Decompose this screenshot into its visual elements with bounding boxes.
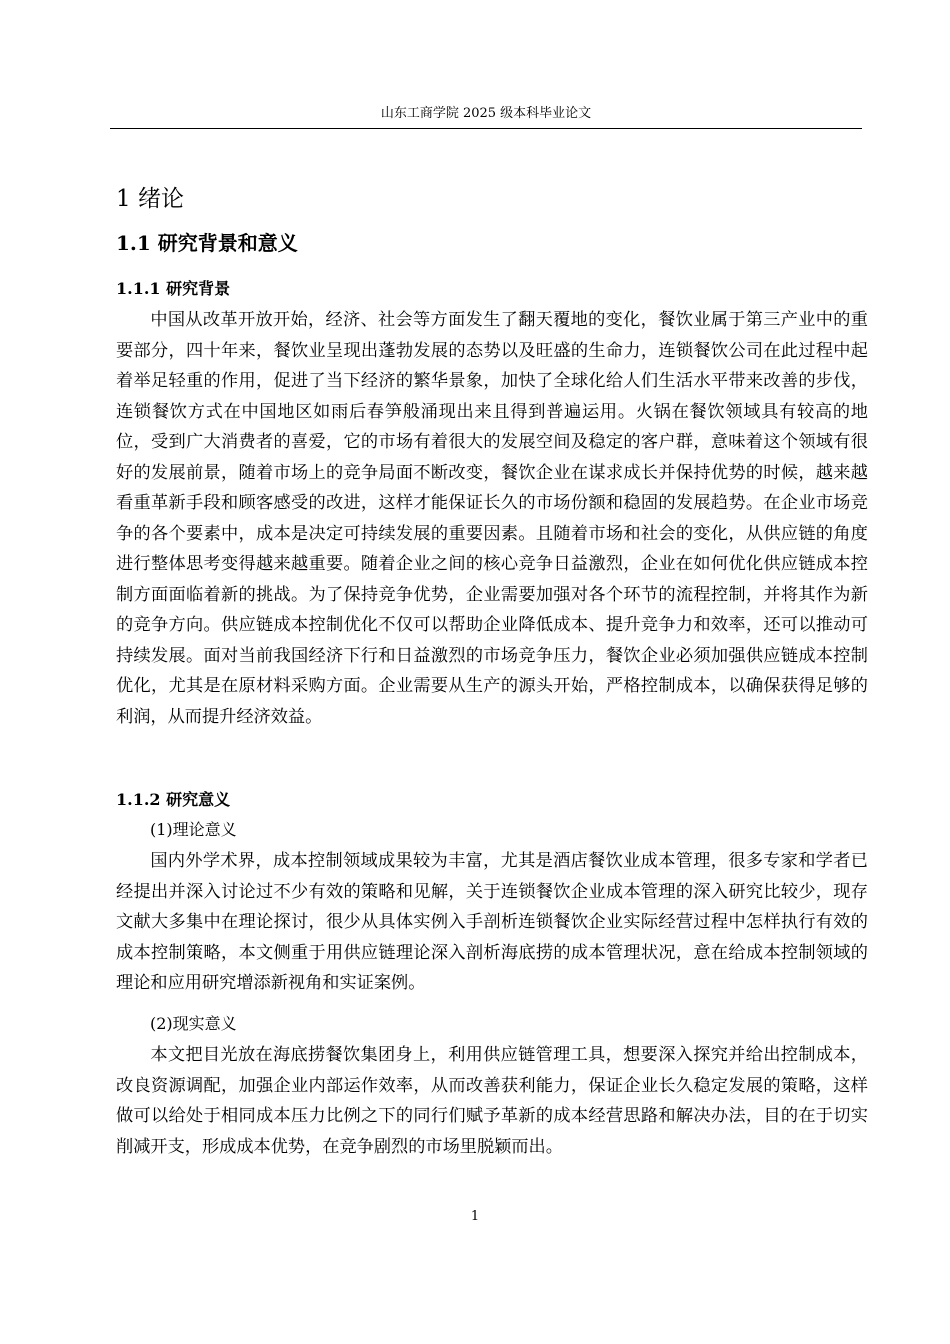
subsection-title-1-1-1: 1.1.1 研究背景 [116,279,231,298]
practical-significance-paragraph: 本文把目光放在海底捞餐饮集团身上，利用供应链管理工具，想要深入探究并给出控制成本，改良资源调配，加强企业内部运作效率，从而改善获利能力，保证企业长久稳定发展的策略，这样做可以给处于相同成本压力比例之下的同行们赋予革新的成本经营思路和解决办法，目的在于切实削减开支，形成成本优势，在竞争剧烈的市场里脱颖而出。 [116,1045,868,1157]
page-header: 山东工商学院 2025 级本科毕业论文 [380,106,592,121]
header-divider [110,128,862,129]
section-title-1-1: 1.1 研究背景和意义 [116,231,298,255]
page-number: 1 [470,1209,480,1224]
subsection-title-1-1-2: 1.1.2 研究意义 [116,790,231,809]
theory-significance-paragraph: 国内外学术界，成本控制领域成果较为丰富，尤其是酒店餐饮业成本管理，很多专家和学者已经提出并深入讨论过不少有效的策略和见解，关于连锁餐饮企业成本管理的深入研究比较少，现存文献大多集中在理论探讨，很少从具体实例入手剖析连锁餐饮企业实际经营过程中怎样执行有效的成本控制策略，本文侧重于用供应链理论深入剖析海底捞的成本管理状况，意在给成本控制领域的理论和应用研究增添新视角和实证案例。 [116,851,868,993]
chapter-title: 1 绪论 [116,186,184,212]
practical-significance-label: (2)现实意义 [150,1014,237,1033]
theory-significance-label: (1)理论意义 [150,820,237,839]
background-paragraph: 中国从改革开放开始，经济、社会等方面发生了翻天覆地的变化，餐饮业属于第三产业中的重要部分，四十年来，餐饮业呈现出蓬勃发展的态势以及旺盛的生命力，连锁餐饮公司在此过程中起着举足轻重的作用，促进了当下经济的繁华景象，加快了全球化给人们生活水平带来改善的步伐，连锁餐饮方式在中国地区如雨后春笋般涌现出来且得到普遍运用。火锅在餐饮领域具有较高的地位，受到广大消费者的喜爱，它的市场有着很大的发展空间及稳定的客户群，意味着这个领域有很好的发展前景，随着市场上的竞争局面不断改变，餐饮企业在谋求成长并保持优势的时候，越来越看重革新手段和顾客感受的改进，这样才能保证长久的市场份额和稳固的发展趋势。在企业市场竞争的各个要素中，成本是决定可持续发展的重要因素。且随着市场和社会的变化，从供应链的角度进行整体思考变得越来越重要。随着企业之间的核心竞争日益激烈，企业在如何优化供应链成本控制方面面临着新的挑战。为了保持竞争优势，企业需要加强对各个环节的流程控制，并将其作为新的竞争方向。供应链成本控制优化不仅可以帮助企业降低成本、提升竞争力和效率，还可以推动可持续发展。面对当前我国经济下行和日益激烈的市场竞争压力，餐饮企业必须加强供应链成本控制优化，尤其是在原材料采购方面。企业需要从生产的源头开始，严格控制成本，以确保获得足够的利润，从而提升经济效益。 [116,310,868,727]
